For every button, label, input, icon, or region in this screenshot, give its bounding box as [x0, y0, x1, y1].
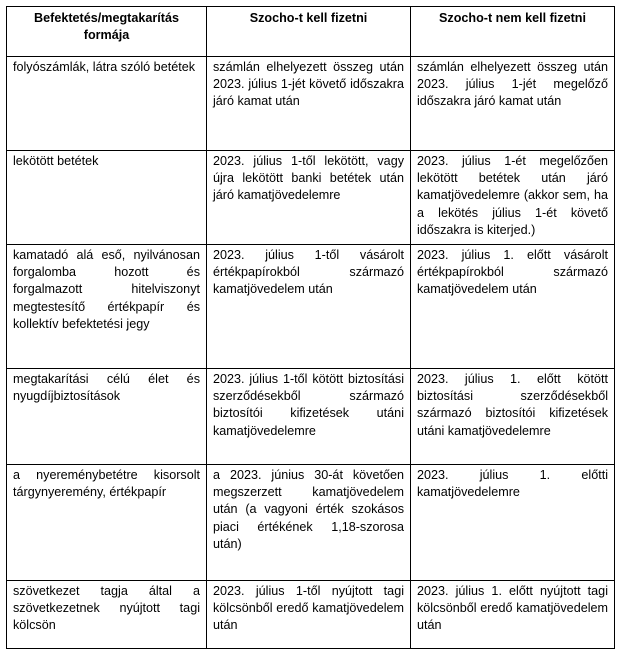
cell-must-pay: 2023. július 1-től vásárolt értékpapírokból származó kamatjövedelem után	[207, 245, 411, 369]
cell-investment-form: megtakarítási célú élet és nyugdíjbiztosítások	[7, 369, 207, 465]
cell-must-pay: 2023. július 1-től lekötött, vagy újra lekötött banki betétek után járó kamatjövedelemre	[207, 151, 411, 245]
cell-investment-form: szövetkezet tagja által a szövetkezetnek nyújtott tagi kölcsön	[7, 581, 207, 649]
table-row	[7, 245, 615, 369]
header-must-pay: Szocho-t kell fizetni	[207, 7, 411, 57]
cell-no-pay: 2023. július 1. előtt nyújtott tagi kölcsönből eredő kamatjövedelem után	[411, 581, 615, 649]
cell-investment-form: kamatadó alá eső, nyilvánosan forgalomba hozott és forgalmazott hitelviszonyt megtestesítő értékpapír és kollektív befektetési jegy	[7, 245, 207, 369]
cell-no-pay: számlán elhelyezett összeg után 2023. július 1-jét megelőző időszakra járó kamat után	[411, 57, 615, 151]
cell-no-pay: 2023. július 1. előtt vásárolt értékpapírokból származó kamatjövedelem után	[411, 245, 615, 369]
cell-must-pay: 2023. július 1-től kötött biztosítási szerződésekből származó biztosítói kifizetések utáni kamatjövedelemre	[207, 369, 411, 465]
cell-must-pay: 2023. július 1-től nyújtott tagi kölcsönből eredő kamatjövedelem után	[207, 581, 411, 649]
cell-investment-form: folyószámlák, látra szóló betétek	[7, 57, 207, 151]
cell-investment-form: lekötött betétek	[7, 151, 207, 245]
table-row	[7, 151, 615, 245]
cell-must-pay: számlán elhelyezett összeg után 2023. július 1-jét követő időszakra járó kamat után	[207, 57, 411, 151]
table-row	[7, 369, 615, 465]
table-row	[7, 581, 615, 649]
cell-no-pay: 2023. július 1-ét megelőzően lekötött betétek után járó kamatjövedelemre (akkor sem, ha a lekötés július 1-ét követő időszakra is kiterjed.)	[411, 151, 615, 245]
cell-no-pay: 2023. július 1. előtt kötött biztosítási szerződésekből származó biztosítói kifizetések utáni kamatjövedelemre	[411, 369, 615, 465]
table-row	[7, 57, 615, 151]
cell-no-pay: 2023. július 1. előtti kamatjövedelemre	[411, 465, 615, 581]
cell-must-pay: a 2023. június 30-át követően megszerzett kamatjövedelem után (a vagyoni érték szokásos piaci értékének 1,18-szorosa után)	[207, 465, 411, 581]
header-investment-form: Befektetés/megtakarítás formája	[7, 7, 207, 57]
savings-tax-table	[6, 6, 615, 649]
table-row	[7, 465, 615, 581]
header-no-pay: Szocho-t nem kell fizetni	[411, 7, 615, 57]
cell-investment-form: a nyereménybetétre kisorsolt tárgynyeremény, értékpapír	[7, 465, 207, 581]
header-row	[7, 7, 615, 57]
